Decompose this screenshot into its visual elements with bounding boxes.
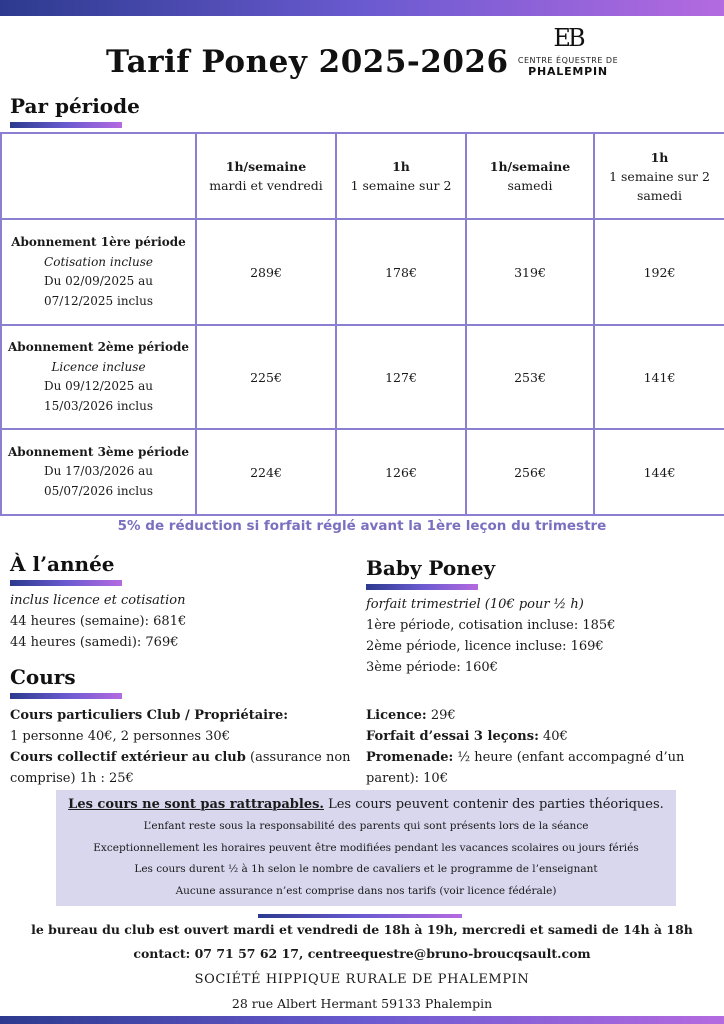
section-heading-baby-poney: Baby Poney: [366, 556, 496, 580]
price-cell: 192€: [594, 219, 724, 325]
baby-note: forfait trimestriel (10€ pour ½ h): [366, 597, 584, 612]
price-cell: 224€: [196, 429, 336, 515]
price-cell: 319€: [466, 219, 594, 325]
annee-line: 44 heures (samedi): 769€: [10, 635, 179, 650]
rules-main-line: Les cours ne sont pas rattrapables. Les cours peuvent contenir des parties théoriques.: [68, 797, 664, 812]
rules-line: Les cours durent ½ à 1h selon le nombre de cavaliers et le programme de l’enseignant: [134, 863, 598, 875]
cours-right-block: [366, 705, 706, 789]
row-header: Abonnement 1ère période Cotisation incluse Du 02/09/2025 au 07/12/2025 inclus: [1, 219, 196, 325]
price-cell: 289€: [196, 219, 336, 325]
baby-line: 3ème période: 160€: [366, 660, 498, 675]
discount-notice: 5% de réduction si forfait réglé avant la 1ère leçon du trimestre: [117, 518, 607, 534]
annee-line: 44 heures (semaine): 681€: [10, 614, 187, 629]
heading-underline: [10, 122, 122, 128]
baby-line: 2ème période, licence incluse: 169€: [366, 639, 604, 654]
heading-underline: [10, 693, 122, 699]
table-row: [1, 219, 724, 325]
essai-line: Forfait d’essai 3 leçons: 40€: [366, 729, 568, 744]
price-cell: 141€: [594, 325, 724, 429]
top-gradient-bar: [0, 0, 724, 16]
rules-line: Aucune assurance n’est comprise dans nos tarifs (voir licence fédérale): [175, 884, 557, 897]
section-heading-par-periode: Par période: [10, 94, 140, 118]
logo-line-1: CENTRE ÉQUESTRE DE: [517, 56, 619, 65]
section-heading-annee: À l’année: [10, 552, 115, 576]
table-corner-cell: [1, 133, 196, 219]
column-header: 1h/semaine samedi: [466, 133, 594, 219]
column-header: 1h/semaine mardi et vendredi: [196, 133, 336, 219]
heading-underline: [366, 584, 478, 590]
promenade-line: Promenade: ½ heure (enfant accompagné d’un parent): 10€: [366, 750, 685, 786]
cours-collectif: Cours collectif extérieur au club (assurance non comprise) 1h : 25€: [10, 750, 351, 786]
society-name: SOCIÉTÉ HIPPIQUE RURALE DE PHALEMPIN: [194, 972, 530, 987]
heading-underline: [10, 580, 122, 586]
cours-particuliers-prices: 1 personne 40€, 2 personnes 30€: [10, 729, 230, 744]
price-cell: 225€: [196, 325, 336, 429]
contact-info: contact: 07 71 57 62 17, centreequestre@bruno-broucqsault.com: [133, 946, 591, 961]
price-cell: 126€: [336, 429, 466, 515]
rules-line: L’enfant reste sous la responsabilité des parents qui sont présents lors de la séance: [143, 820, 589, 832]
price-cell: 256€: [466, 429, 594, 515]
postal-address: 28 rue Albert Hermant 59133 Phalempin: [231, 996, 493, 1011]
price-cell: 178€: [336, 219, 466, 325]
row-header: Abonnement 3ème période Du 17/03/2026 au 05/07/2026 inclus: [1, 429, 196, 515]
logo-monogram: EB: [553, 24, 583, 52]
table-row: [1, 429, 724, 515]
price-table: [0, 132, 724, 516]
club-logo: [510, 24, 626, 78]
cours-left-block: [10, 705, 355, 789]
bottom-gradient-bar: [0, 1016, 724, 1024]
price-cell: 127€: [336, 325, 466, 429]
office-hours: le bureau du club est ouvert mardi et vendredi de 18h à 19h, mercredi et samedi de 14h à 18h: [31, 922, 693, 937]
column-header: 1h 1 semaine sur 2 samedi: [594, 133, 724, 219]
rules-line: Exceptionnellement les horaires peuvent être modifiées pendant les vacances scolaires ou jours fériés: [93, 841, 639, 854]
table-header-row: [1, 133, 724, 219]
page-title: Tarif Poney 2025-2026: [106, 44, 509, 80]
footer-divider: [258, 914, 462, 918]
baby-block: [366, 594, 615, 678]
table-row: [1, 325, 724, 429]
price-cell: 253€: [466, 325, 594, 429]
rules-notice-box: [56, 790, 676, 906]
baby-line: 1ère période, cotisation incluse: 185€: [366, 618, 616, 633]
cours-particuliers-title: Cours particuliers Club / Propriétaire:: [10, 708, 289, 723]
section-heading-cours: Cours: [10, 665, 76, 689]
annee-note: inclus licence et cotisation: [10, 593, 186, 608]
column-header: 1h 1 semaine sur 2: [336, 133, 466, 219]
licence-line: Licence: 29€: [366, 708, 456, 723]
logo-line-2: PHALEMPIN: [528, 65, 608, 78]
annee-block: [10, 590, 186, 653]
price-cell: 144€: [594, 429, 724, 515]
row-header: Abonnement 2ème période Licence incluse Du 09/12/2025 au 15/03/2026 inclus: [1, 325, 196, 429]
